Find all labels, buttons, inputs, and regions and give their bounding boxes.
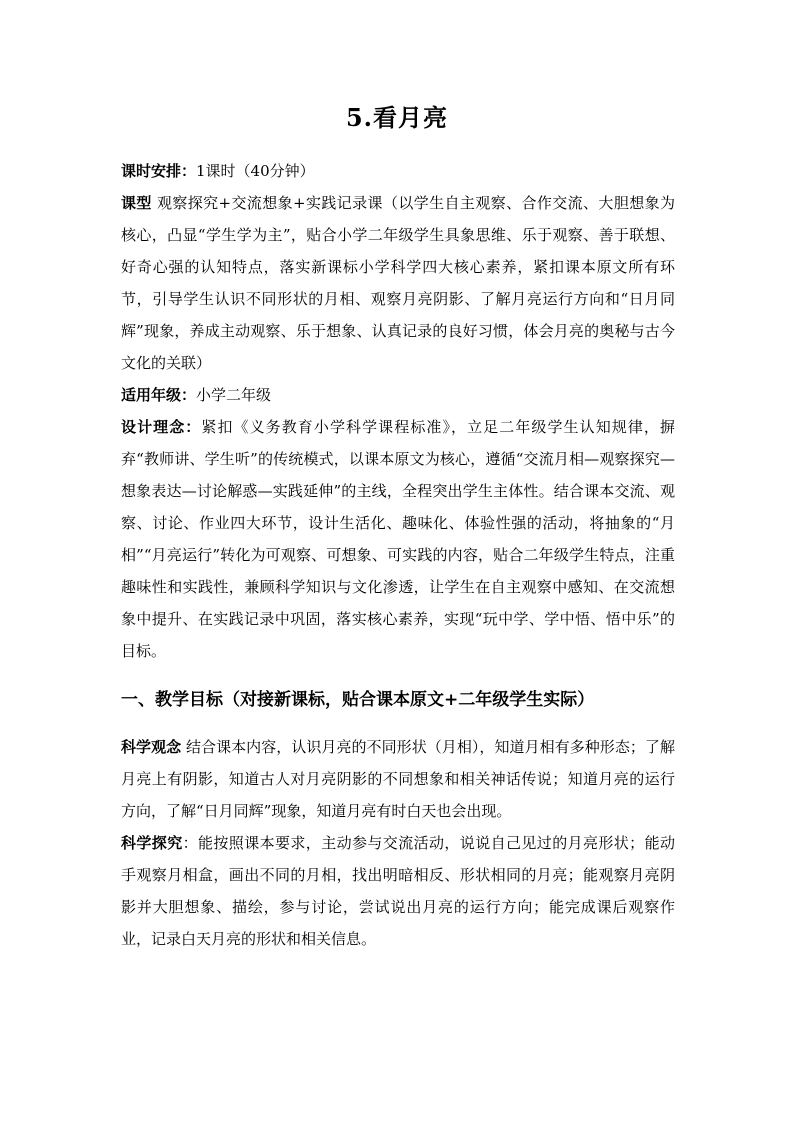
section-heading-objectives: 一、教学目标（对接新课标，贴合课本原文+二年级学生实际） xyxy=(121,690,595,710)
meta-label: 课型 xyxy=(121,194,152,212)
objective-science-inquiry xyxy=(121,827,675,955)
meta-label: 课时安排： xyxy=(121,162,197,180)
meta-value: 观察探究+交流想象+实践记录课（以学生自主观察、合作交流、大胆想象为核心，凸显“学生学为主”，贴合小学二年级学生具象思维、乐于观察、善于联想、好奇心强的认知特点，落实新课标小学科学四大核心素养，紧扣课本原文所有环节，引导学生认识不同形状的月相、观察月亮阴影、了解月亮运行方向和“日月同辉”现象，养成主动观察、乐于想象、认真记录的良好习惯，体会月亮的奥秘与古今文化的关联） xyxy=(121,194,675,372)
meta-design-concept xyxy=(121,411,675,667)
meta-label: 设计理念： xyxy=(121,418,202,436)
objective-value: ：能按照课本要求，主动参与交流活动，说说自己见过的月亮形状；能动手观察月相盒，画出不同的月相，找出明暗相反、形状相同的月亮；能观察月亮阴影并大胆想象、描绘，参与讨论，尝试说出月亮的运行方向；能完成课后观察作业，记录白天月亮的形状和相关信息。 xyxy=(121,834,675,948)
meta-lesson-type xyxy=(121,187,675,379)
meta-grade xyxy=(121,379,675,411)
meta-value: 紧扣《义务教育小学科学课程标准》，立足二年级学生认知规律，摒弃“教师讲、学生听”的传统模式，以课本原文为核心，遵循“交流月相—观察探究—想象表达—讨论解惑—实践延伸”的主线，全程突出学生主体性。结合课本交流、观察、讨论、作业四大环节，设计生活化、趣味化、体验性强的活动，将抽象的“月相”“月亮运行”转化为可观察、可想象、可实践的内容，贴合二年级学生特点，注重趣味性和实践性，兼顾科学知识与文化渗透，让学生在自主观察中感知、在交流想象中提升、在实践记录中巩固，落实核心素养，实现“玩中学、学中悟、悟中乐”的目标。 xyxy=(121,418,675,660)
objective-value: 结合课本内容，认识月亮的不同形状（月相），知道月相有多种形态；了解月亮上有阴影，知道古人对月亮阴影的不同想象和相关神话传说；知道月亮的运行方向，了解“日月同辉”现象，知道月亮有时白天也会出现。 xyxy=(121,738,675,820)
meta-value: 1课时（40分钟） xyxy=(196,162,315,180)
meta-value: 小学二年级 xyxy=(196,386,272,404)
meta-lesson-time xyxy=(121,155,675,187)
objective-label: 科学探究 xyxy=(121,834,183,852)
meta-label: 适用年级： xyxy=(121,386,197,404)
objective-science-concept xyxy=(121,731,675,827)
objective-label: 科学观念 xyxy=(121,738,182,756)
document-body xyxy=(121,155,675,955)
document-title: 5.看月亮 xyxy=(345,103,449,132)
